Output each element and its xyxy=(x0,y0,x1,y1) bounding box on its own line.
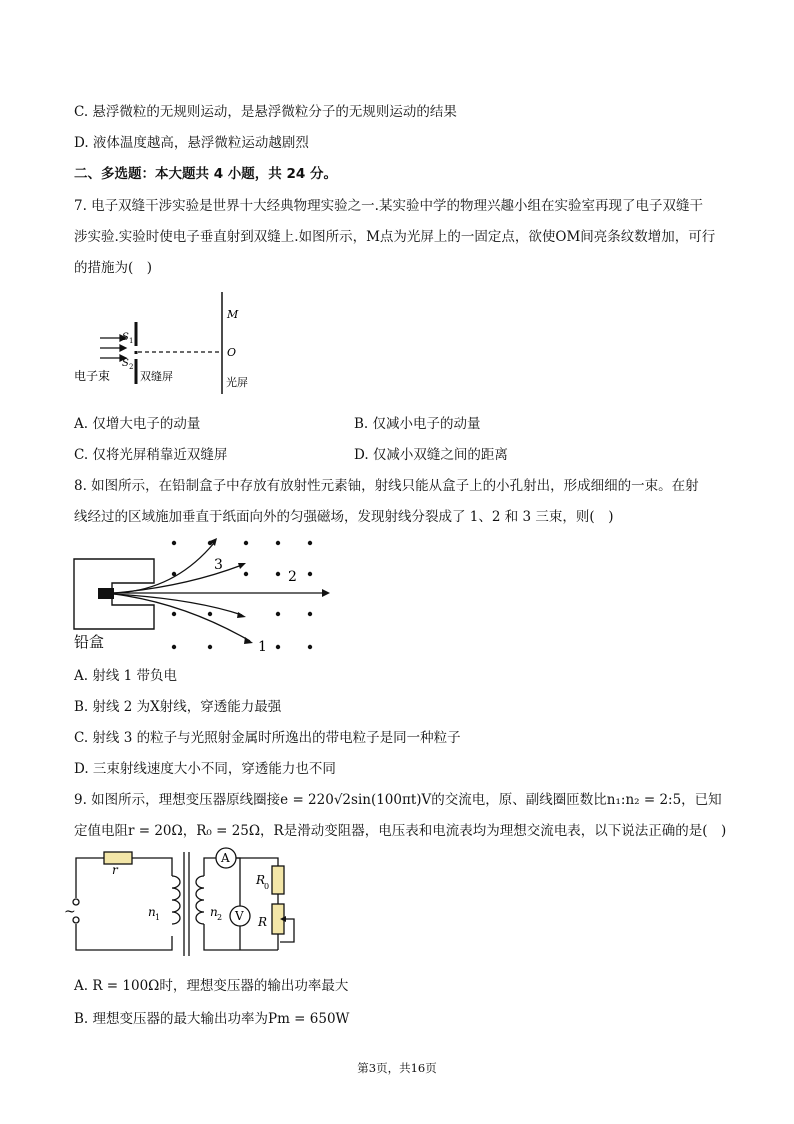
page-footer: 第3页，共16页 xyxy=(357,1061,437,1075)
q8-option-d: D. 三束射线速度大小不同，穿透能力也不同 xyxy=(74,761,336,777)
q7-option-c: C. 仅将光屏稍靠近双缝屏 xyxy=(74,447,228,463)
q7-figure-double-slit xyxy=(74,290,264,400)
label-s2-sub: 2 xyxy=(129,363,134,371)
q8-stem-line1: 8. 如图所示，在铅制盒子中存放有放射性元素铀，射线只能从盒子上的小孔射出，形成细细的一束。在射 xyxy=(74,478,699,494)
q8-option-b: B. 射线 2 为X射线，穿透能力最强 xyxy=(74,699,282,715)
label-r0: R xyxy=(256,873,266,887)
option-c-prev: C. 悬浮微粒的无规则运动，是悬浮微粒分子的无规则运动的结果 xyxy=(74,104,457,120)
label-beam-3: 3 xyxy=(214,557,223,573)
q7-stem-line2: 涉实验.实验时使电子垂直射到双缝上.如图所示，M点为光屏上的一固定点，欲使OM间亮条纹数增加，可行 xyxy=(74,229,716,245)
q7-stem-line1: 7. 电子双缝干涉实验是世界十大经典物理实验之一.某实验中学的物理兴趣小组在实验室再现了电子双缝干 xyxy=(74,198,703,214)
q9-stem-line2: 定值电阻r = 20Ω，R₀ = 25Ω，R是滑动变阻器，电压表和电流表均为理想交流电表，以下说法正确的是( ) xyxy=(74,823,727,839)
label-s1: S xyxy=(122,332,129,343)
label-electron-beam: 电子束 xyxy=(74,369,111,383)
q7-option-b: B. 仅减小电子的动量 xyxy=(354,416,481,432)
label-ac-source: ~ xyxy=(64,904,76,920)
label-n1: n xyxy=(148,905,156,919)
q9-figure-transformer xyxy=(64,846,308,962)
label-n1-sub: 1 xyxy=(155,913,161,922)
option-d-prev: D. 液体温度越高，悬浮微粒运动越剧烈 xyxy=(74,135,309,151)
label-n2: n xyxy=(210,905,218,919)
label-s2: S xyxy=(122,358,129,369)
label-rheostat: R xyxy=(258,915,268,929)
q9-option-b: B. 理想变压器的最大输出功率为Pm = 650W xyxy=(74,1011,350,1027)
q8-option-c: C. 射线 3 的粒子与光照射金属时所逸出的带电粒子是同一种粒子 xyxy=(74,730,461,746)
label-voltmeter: V xyxy=(235,909,244,923)
label-n2-sub: 2 xyxy=(217,913,223,922)
label-r: r xyxy=(112,863,118,877)
q9-option-a: A. R = 100Ω时，理想变压器的输出功率最大 xyxy=(74,978,349,994)
q8-stem-line2: 线经过的区域施加垂直于纸面向外的匀强磁场，发现射线分裂成了 1、2 和 3 三束，则( ) xyxy=(74,509,614,525)
q8-option-a: A. 射线 1 带负电 xyxy=(74,668,178,684)
label-beam-1: 1 xyxy=(258,639,267,655)
label-light-screen: 光屏 xyxy=(226,376,248,389)
label-r0-sub: 0 xyxy=(264,882,270,891)
q7-option-a: A. 仅增大电子的动量 xyxy=(74,416,201,432)
q8-figure-radiation xyxy=(74,537,334,657)
q7-stem-line3: 的措施为( ) xyxy=(74,260,153,276)
label-beam-2: 2 xyxy=(288,569,297,585)
section-heading: 二、多选题：本大题共 4 小题，共 24 分。 xyxy=(74,166,337,182)
q9-stem-line1: 9. 如图所示，理想变压器原线圈接e = 220√2sin(100πt)V的交流电，原、副线圈匝数比n₁:n₂ = 2:5，已知 xyxy=(74,792,722,808)
label-lead-box: 铅盒 xyxy=(74,633,105,651)
label-s1-sub: 1 xyxy=(129,337,134,345)
label-o: O xyxy=(227,346,237,359)
label-slit-screen: 双缝屏 xyxy=(140,370,173,383)
q7-option-d: D. 仅减小双缝之间的距离 xyxy=(354,447,508,463)
label-m: M xyxy=(227,308,239,321)
label-ammeter: A xyxy=(221,851,230,865)
